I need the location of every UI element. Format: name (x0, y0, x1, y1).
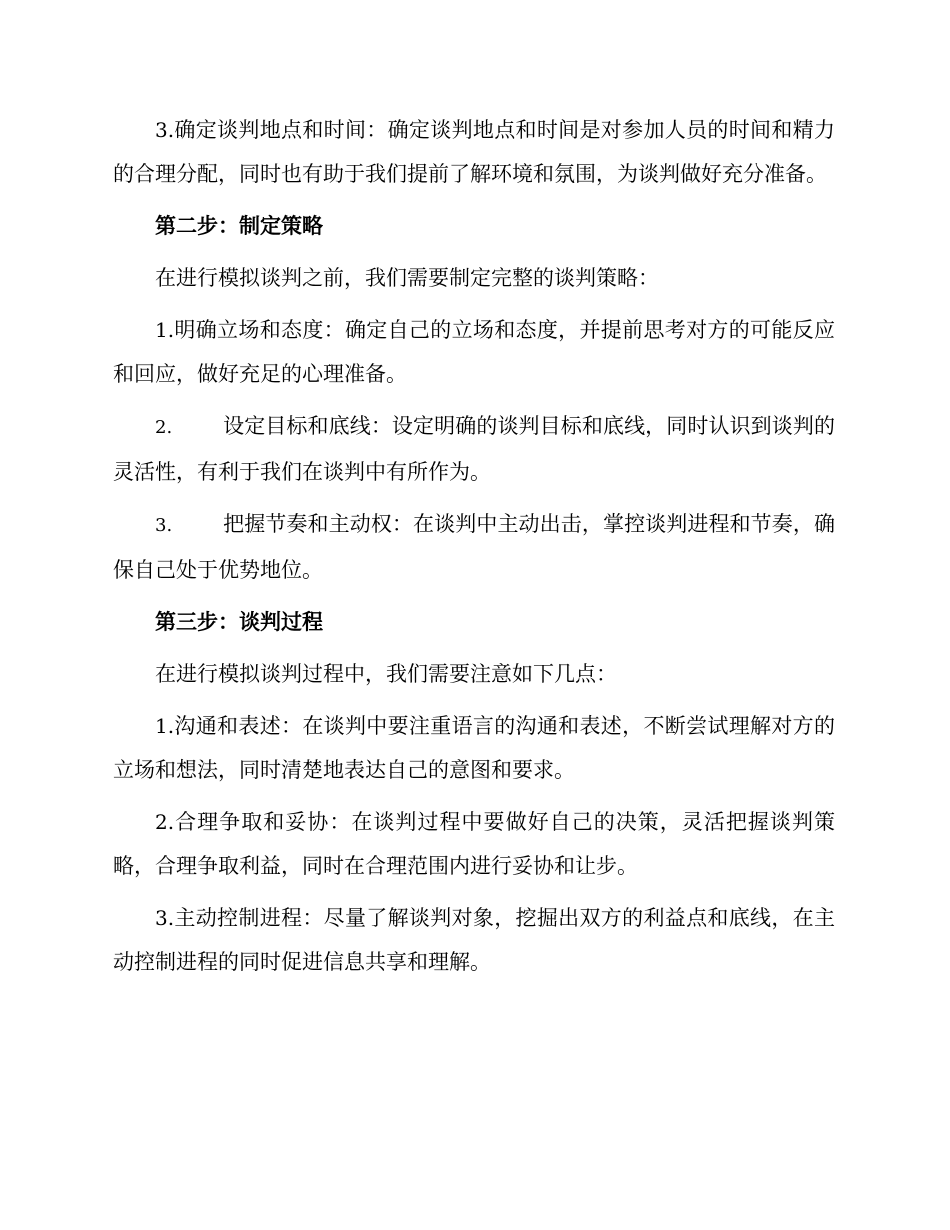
paragraph-text: 合理争取和妥协：在谈判过程中要做好自己的决策，灵活把握谈判策略，合理争取利益，同时在合理范围内进行妥协和让步。 (113, 810, 835, 878)
paragraph-position-attitude (113, 308, 835, 396)
list-number: 3. (155, 118, 175, 142)
paragraph-venue-time (113, 108, 835, 196)
list-number: 1. (155, 318, 175, 342)
paragraph-text: 确定谈判地点和时间：确定谈判地点和时间是对参加人员的时间和精力的合理分配，同时也有助于我们提前了解环境和氛围，为谈判做好充分准备。 (113, 118, 835, 186)
paragraph-strategy-intro: 在进行模拟谈判之前，我们需要制定完整的谈判策略： (155, 266, 659, 290)
paragraph-text: 沟通和表述：在谈判中要注重语言的沟通和表述，不断尝试理解对方的立场和想法，同时清楚地表达自己的意图和要求。 (113, 714, 835, 782)
paragraph-compromise (113, 800, 835, 888)
list-number: 3. (155, 906, 175, 930)
section-heading-step-three: 第三步：谈判过程 (155, 610, 323, 634)
section-heading-step-two: 第二步：制定策略 (155, 214, 323, 238)
paragraph-process-intro: 在进行模拟谈判过程中，我们需要注意如下几点： (155, 662, 617, 686)
list-number: 3. (155, 515, 173, 536)
paragraph-text: 明确立场和态度：确定自己的立场和态度，并提前思考对方的可能反应和回应，做好充足的心理准备。 (113, 318, 835, 386)
list-number: 2. (155, 417, 173, 438)
paragraph-rhythm-initiative (113, 502, 835, 592)
paragraph-control-process (113, 896, 835, 984)
paragraph-text: 主动控制进程：尽量了解谈判对象，挖掘出双方的利益点和底线，在主动控制进程的同时促进信息共享和理解。 (113, 906, 835, 974)
paragraph-goals-bottomline (113, 404, 835, 494)
list-number: 1. (155, 714, 175, 738)
paragraph-text: 设定目标和底线：设定明确的谈判目标和底线，同时认识到谈判的灵活性，有利于我们在谈判中有所作为。 (113, 414, 835, 484)
paragraph-text: 把握节奏和主动权：在谈判中主动出击，掌控谈判进程和节奏，确保自己处于优势地位。 (113, 512, 835, 582)
paragraph-communication (113, 704, 835, 792)
document-page (113, 108, 835, 992)
list-number: 2. (155, 810, 175, 834)
